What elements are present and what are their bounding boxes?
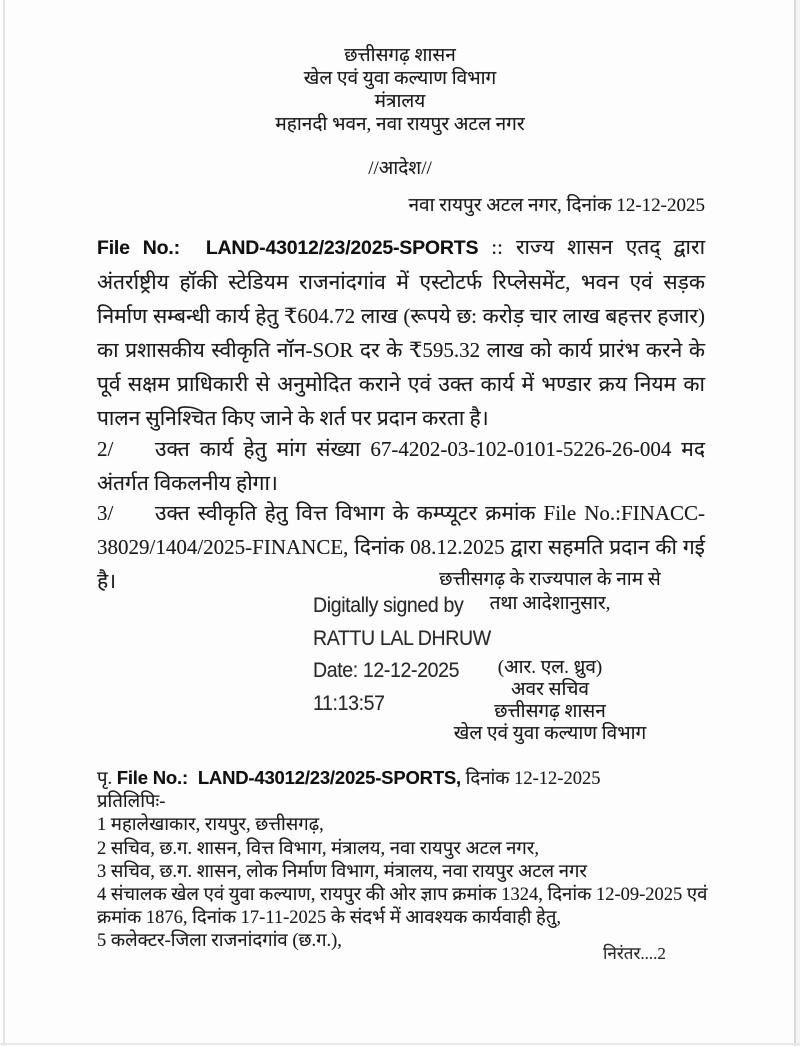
demand-head-paragraph [97, 432, 705, 500]
ministry-line: मंत्रालय [374, 91, 426, 112]
endorsement-file-line [97, 766, 711, 791]
paragraph-number: 3/ [97, 501, 114, 525]
order-title: //आदेश// [368, 158, 432, 179]
letterhead [0, 44, 800, 136]
recipient-item: 3 सचिव, छ.ग. शासन, लोक निर्माण विभाग, मंत्रालय, नवा रायपुर अटल नगर [97, 861, 587, 882]
government-name: छत्तीसगढ़ शासन [344, 45, 456, 66]
endorsement-section [97, 766, 711, 954]
digital-signature-date: Date: 12-12-2025 [313, 659, 460, 682]
demand-head-text: उक्त कार्य हेतु मांग संख्या 67-4202-03-102-0101-5226-26-004 मद अंतर्गत विकलनीय होगा। [97, 437, 705, 495]
signing-authority-block [430, 568, 670, 745]
recipient-item: 1 महालेखाकार, रायपुर, छत्तीसगढ़, [97, 815, 324, 836]
endorsement-file-number [117, 767, 461, 788]
place-date-line: नवा रायपुर अटल नगर, दिनांक 12-12-2025 [408, 195, 705, 216]
finance-concurrence-text: उक्त स्वीकृति हेतु वित्त विभाग के कम्प्यूटर क्रमांक File No.:FINACC-38029/1404/2025-FINANCE, दिनांक 08.12.2025 द्वारा सहमति प्रदान की गई है। [97, 501, 705, 593]
file-number-value: LAND-43012/23/2025-SPORTS [205, 237, 479, 259]
recipient-item: 2 सचिव, छ.ग. शासन, वित्त विभाग, मंत्रालय, नवा रायपुर अटल नगर, [97, 838, 539, 859]
separator-colons: :: [491, 235, 503, 259]
digital-signature-line: Digitally signed by [313, 594, 464, 617]
digital-signature-time: 11:13:57 [313, 691, 385, 715]
digital-signature-name: RATTU LAL DHRUW [313, 626, 491, 650]
officer-designation: अवर सचिव [511, 679, 589, 700]
sanction-paragraph [97, 230, 705, 435]
endorsement-file-value: LAND-43012/23/2025-SPORTS, [197, 767, 461, 788]
on-behalf-line-1: छत्तीसगढ़ के राज्यपाल के नाम से [439, 569, 661, 590]
sanction-text: राज्य शासन एतद् द्वारा अंतर्राष्ट्रीय हॉकी स्टेडियम राजनांदगांव में एस्टोटर्फ रिप्लेसमेंट, भवन एवं सड़क निर्माण सम्बन्धी कार्य हेतु ₹604.72 लाख (रूपये छ: करोड़ चार लाख बहत्तर हजार) का प्रशासकीय स्वीकृति नॉन-SOR दर के ₹595.32 लाख को कार्य प्रारंभ करने के पूर्व सक्षम प्राधिकारी से अनुमोदित कराने एवं उक्त कार्य में भण्डार क्रय नियम का पालन सुनिश्चित किए जाने के शर्त पर प्रदान करता है। [97, 235, 706, 430]
endorsement-prefix: पृ. [97, 769, 113, 789]
officer-department: खेल एवं युवा कल्याण विभाग [453, 723, 647, 744]
on-behalf-line-2: तथा आदेशानुसार, [489, 593, 611, 614]
officer-name: (आर. एल. ध्रुव) [497, 657, 603, 678]
endorsement-date: दिनांक 12-12-2025 [465, 769, 601, 789]
recipient-item: 4 संचालक खेल एवं युवा कल्याण, रायपुर की ओर ज्ञाप क्रमांक 1324, दिनांक 12-09-2025 एवं क्रमांक 1876, दिनांक 17-11-2025 के संदर्भ में आवश्यक कार्यवाही हेतु, [97, 885, 708, 929]
file-number-label: File No.: [97, 237, 180, 259]
officer-government: छत्तीसगढ़ शासन [494, 701, 606, 722]
address-line: महानदी भवन, नवा रायपुर अटल नगर [275, 114, 525, 135]
paragraph-number: 2/ [97, 437, 114, 461]
continuation-marker: निरंतर....2 [603, 944, 666, 963]
department-name: खेल एवं युवा कल्याण विभाग [303, 68, 497, 89]
file-number [97, 237, 478, 259]
copy-to-label: प्रतिलिपिः- [97, 792, 166, 813]
recipient-item: 5 कलेक्टर-जिला राजनांदगांव (छ.ग.), [97, 931, 342, 952]
scan-bottom-edge [0, 1043, 800, 1045]
endorsement-file-label: File No.: [116, 767, 188, 788]
